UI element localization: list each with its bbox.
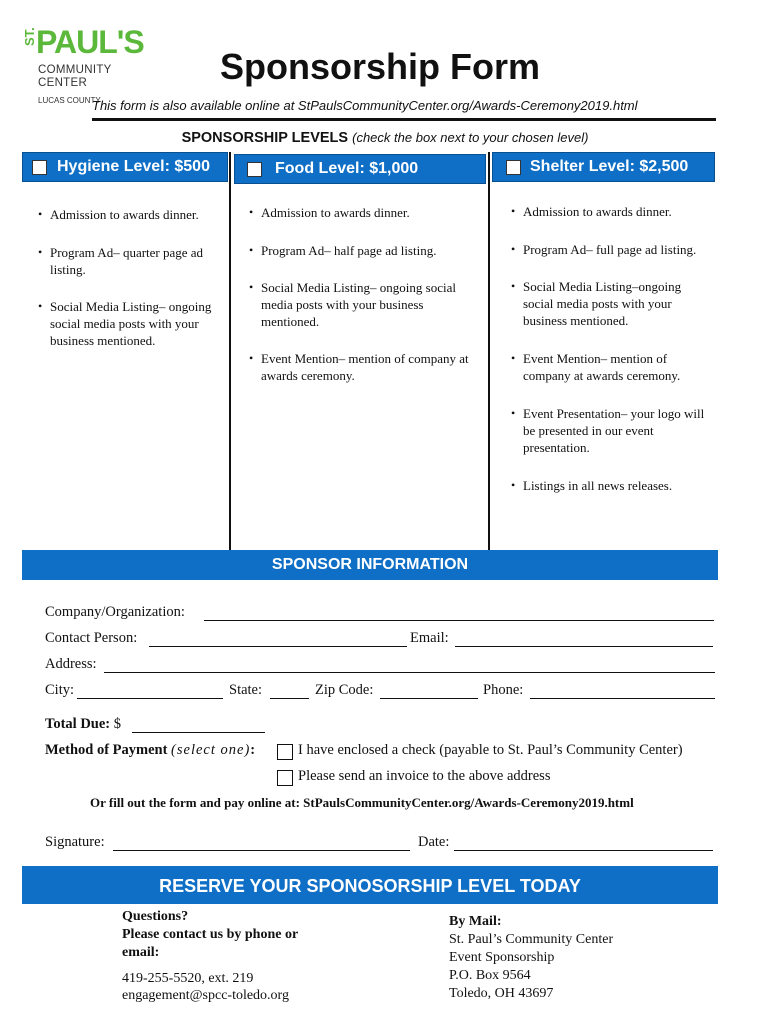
food-label: Food Level: $1,000 bbox=[275, 160, 419, 177]
shelter-benefits bbox=[509, 203, 709, 494]
address-label: Address: bbox=[45, 656, 97, 672]
list-item: • Program Ad– full page ad listing. bbox=[509, 241, 709, 258]
payment-hint: (select one) bbox=[171, 742, 251, 758]
state-label: State: bbox=[229, 682, 263, 698]
online-note: Or fill out the form and pay online at: StPaulsCommunityCenter.org/Awards-Ceremony2019.html bbox=[90, 795, 634, 810]
list-item: • Event Presentation– your logo will be presented in our event presentation. bbox=[509, 405, 709, 456]
mail-block bbox=[449, 913, 709, 1003]
level-shelter-header[interactable] bbox=[492, 152, 715, 182]
city-field[interactable] bbox=[77, 698, 223, 699]
list-item: • Social Media Listing– ongoing social media posts with your business mentioned. bbox=[247, 279, 481, 330]
questions-title: Questions? bbox=[122, 909, 189, 924]
reserve-band: RESERVE YOUR SPONOSORSHIP LEVEL TODAY bbox=[22, 866, 718, 904]
logo-st: ST. bbox=[22, 27, 37, 46]
signature-label: Signature: bbox=[45, 834, 105, 850]
logo-community: COMMUNITY bbox=[38, 64, 112, 76]
hygiene-checkbox[interactable] bbox=[32, 160, 47, 175]
mail-line: Event Sponsorship bbox=[449, 950, 555, 965]
invoice-option-label: Please send an invoice to the above address bbox=[298, 768, 551, 784]
list-item: • Admission to awards dinner. bbox=[247, 204, 481, 221]
questions-block bbox=[122, 908, 362, 1004]
mail-title: By Mail: bbox=[449, 914, 502, 929]
company-field[interactable] bbox=[204, 620, 714, 621]
levels-heading-title: SPONSORSHIP LEVELS bbox=[181, 130, 349, 146]
date-label: Date: bbox=[418, 834, 450, 850]
list-item: • Event Mention– mention of company at awards ceremony. bbox=[509, 350, 709, 384]
list-item: • Event Mention– mention of company at awards ceremony. bbox=[247, 350, 481, 384]
zip-field[interactable] bbox=[380, 698, 478, 699]
total-label: Total Due: bbox=[45, 716, 111, 732]
mail-line: Toledo, OH 43697 bbox=[449, 986, 554, 1001]
date-field[interactable] bbox=[454, 850, 713, 851]
payment-colon: : bbox=[250, 742, 256, 758]
levels-heading bbox=[0, 130, 770, 146]
contact-field[interactable] bbox=[149, 646, 407, 647]
state-field[interactable] bbox=[270, 698, 309, 699]
list-item: • Program Ad– half page ad listing. bbox=[247, 242, 481, 259]
total-due bbox=[45, 716, 121, 733]
list-item: • Admission to awards dinner. bbox=[509, 203, 709, 220]
signature-field[interactable] bbox=[113, 850, 410, 851]
check-option-checkbox[interactable] bbox=[277, 744, 293, 760]
address-field[interactable] bbox=[104, 672, 715, 673]
hygiene-label: Hygiene Level: $500 bbox=[57, 158, 210, 175]
total-currency: $ bbox=[113, 716, 121, 732]
list-item: • Social Media Listing– ongoing social media posts with your business mentioned. bbox=[36, 298, 226, 349]
list-item: • Admission to awards dinner. bbox=[36, 206, 226, 223]
contact-email: engagement@spcc-toledo.org bbox=[122, 988, 289, 1003]
contact-label: Contact Person: bbox=[45, 630, 138, 646]
logo-center: CENTER bbox=[38, 77, 88, 89]
level-hygiene-header[interactable] bbox=[22, 152, 228, 182]
city-label: City: bbox=[45, 682, 75, 698]
contact-phone: 419-255-5520, ext. 219 bbox=[122, 971, 254, 986]
questions-line: Please contact us by phone or email: bbox=[122, 927, 298, 960]
level-food-header[interactable] bbox=[234, 154, 486, 184]
mail-line: P.O. Box 9564 bbox=[449, 968, 531, 983]
phone-label: Phone: bbox=[483, 682, 524, 698]
invoice-option-checkbox[interactable] bbox=[277, 770, 293, 786]
email-label: Email: bbox=[410, 630, 449, 646]
shelter-label: Shelter Level: $2,500 bbox=[530, 158, 689, 175]
header-rule bbox=[92, 118, 716, 121]
list-item: • Program Ad– quarter page ad listing. bbox=[36, 244, 226, 278]
check-option-label: I have enclosed a check (payable to St. Paul’s Community Center) bbox=[298, 742, 683, 758]
column-divider-2 bbox=[488, 152, 490, 550]
email-field[interactable] bbox=[455, 646, 713, 647]
sponsor-info-band: SPONSOR INFORMATION bbox=[22, 550, 718, 580]
hygiene-benefits bbox=[36, 206, 226, 349]
page-title: Sponsorship Form bbox=[219, 46, 540, 87]
logo-county: LUCAS COUNTY bbox=[38, 96, 101, 105]
mail-line: St. Paul’s Community Center bbox=[449, 932, 614, 947]
payment-method bbox=[45, 742, 255, 759]
list-item: • Listings in all news releases. bbox=[509, 477, 709, 494]
food-checkbox[interactable] bbox=[247, 162, 262, 177]
company-label: Company/Organization: bbox=[45, 604, 185, 620]
total-field[interactable] bbox=[132, 732, 265, 733]
shelter-checkbox[interactable] bbox=[506, 160, 521, 175]
list-item: • Social Media Listing–ongoing social media posts with your business mentioned. bbox=[509, 278, 709, 329]
food-benefits bbox=[247, 204, 481, 384]
phone-field[interactable] bbox=[530, 698, 715, 699]
payment-label: Method of Payment bbox=[45, 742, 168, 758]
column-divider-1 bbox=[229, 152, 231, 550]
page-subtitle: This form is also available online at StPaulsCommunityCenter.org/Awards-Ceremony2019.html bbox=[92, 98, 638, 113]
zip-label: Zip Code: bbox=[315, 682, 374, 698]
logo-pauls: PAUL'S bbox=[36, 24, 144, 60]
levels-heading-hint: (check the box next to your chosen level) bbox=[352, 130, 589, 145]
